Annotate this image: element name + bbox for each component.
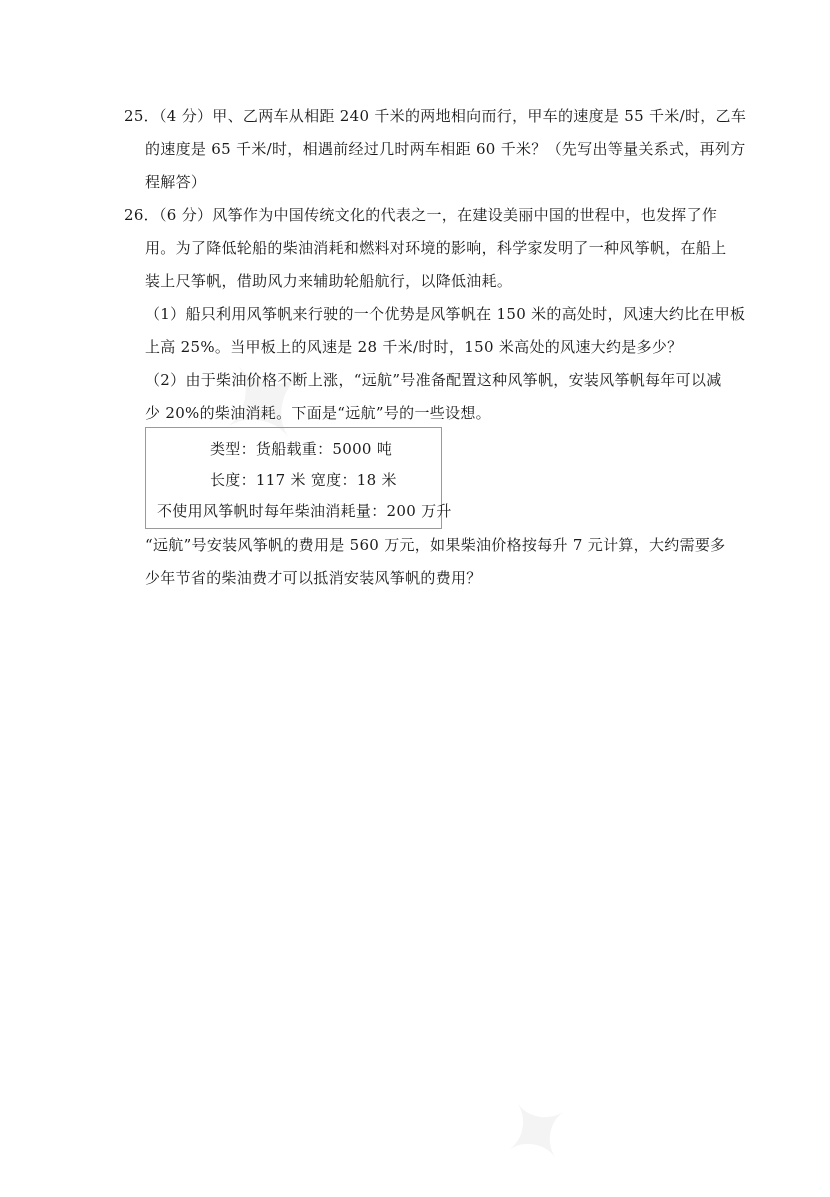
q26-part1-line-1: （1）船只利用风筝帆来行驶的一个优势是风筝帆在 150 米的高处时，风速大约比在甲板: [145, 305, 746, 323]
q26-part2-question-line-1: “远航”号安装风筝帆的费用是 560 万元，如果柴油价格按每升 7 元计算，大约需要多: [145, 536, 726, 554]
q26-line-1: 26．（6 分）风筝作为中国传统文化的代表之一，在建设美丽中国的世程中，也发挥了作: [124, 206, 718, 224]
info-type-line: 类型：货船载重：5000 吨: [210, 440, 393, 458]
q26-part2-line-2: 少 20%的柴油消耗。下面是“远航”号的一些设想。: [145, 404, 491, 422]
watermark-mark-2: [477, 1068, 599, 1197]
q26-line-3: 装上尺筝帆，借助风力来辅助轮船航行，以降低油耗。: [145, 272, 513, 290]
q26-part1-line-2: 上高 25%。当甲板上的风速是 28 千米/时时，150 米高处的风速大约是多少？: [145, 338, 683, 356]
ship-info-box: [145, 427, 452, 529]
info-size-line: 长度：117 米 宽度：18 米: [210, 471, 397, 489]
q25-line-2: 的速度是 65 千米/时，相遇前经过几时两车相距 60 千米？（先写出等量关系式，再列方: [145, 140, 746, 158]
info-fuel-line: 不使用风筝帆时每年柴油消耗量：200 万升: [157, 502, 452, 520]
q25-line-1: 25．（4 分）甲、乙两车从相距 240 千米的两地相向而行，甲车的速度是 55 千米/时，乙车: [124, 107, 747, 125]
q26-part2-question-line-2: 少年节省的柴油费才可以抵消安装风筝帆的费用？: [145, 569, 482, 587]
q25-line-3: 程解答）: [145, 173, 207, 191]
q26-line-2: 用。为了降低轮船的柴油消耗和燃料对环境的影响，科学家发明了一种风筝帆，在船上: [145, 239, 727, 257]
q26-part2-line-1: （2）由于柴油价格不断上涨，“远航”号准备配置这种风筝帆，安装风筝帆每年可以减: [145, 371, 722, 389]
